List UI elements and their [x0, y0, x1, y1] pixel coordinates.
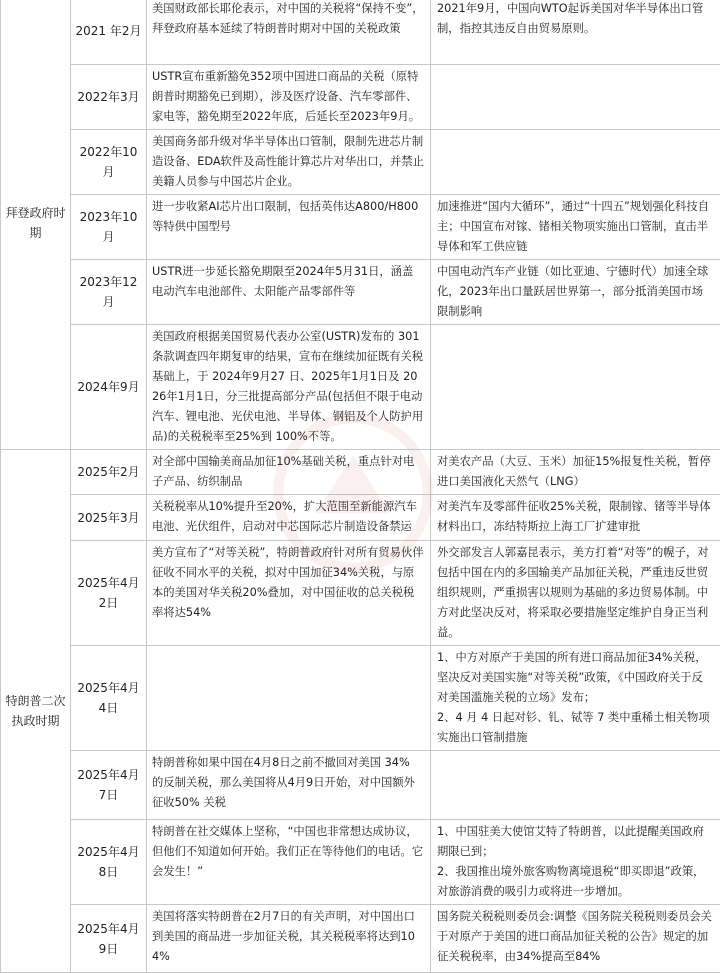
us-action-cell — [147, 646, 431, 751]
cn-response-cell: 2021年9月，中国向WTO起诉美国对华半导体出口管制，指控其违反自由贸易原则。 — [431, 0, 720, 65]
cn-response-cell: 1、中方对原产于美国的所有进口商品加征34%关税，坚决反对美国实施“对等关税”政策，《中国政府关于反对美国滥施关税的立场》发布； 2、4 月 4 日起对钐、钆、铽等 7 类中重稀土相关物项实施出口管制措施 — [431, 646, 720, 751]
table-row — [1, 450, 720, 495]
cn-response-cell — [431, 65, 720, 130]
table-row — [1, 541, 720, 646]
cn-response-cell: 1、中国驻美大使馆艾特了特朗普，以此提醒美国政府期限已到； 2、我国推出境外旅客购物离境退税“即买即退”政策，对旅游消费的吸引力或将进一步增加。 — [431, 820, 720, 905]
date-cell: 2023年10月 — [71, 195, 147, 260]
table-row — [1, 325, 720, 450]
table-row — [1, 260, 720, 325]
date-cell: 2024年9月 — [71, 325, 147, 450]
date-cell: 2023年12月 — [71, 260, 147, 325]
table-row — [1, 0, 720, 65]
us-action-cell: 特朗普在社交媒体上坚称，“中国也非常想达成协议，但他们不知道如何开始。我们正在等待他们的电话。它会发生！” — [147, 820, 431, 905]
date-cell: 2025年2月 — [71, 450, 147, 495]
cn-response-cell — [431, 130, 720, 195]
table-row — [1, 65, 720, 130]
us-action-cell: 美国政府根据美国贸易代表办公室(USTR)发布的 301条款调查四年期复审的结果，宣布在继续加征既有关税基础上，于 2024年9月27 日、2025年1月1日及 2026年1月1日，分三批提高部分产品(包括但不限于电动汽车、锂电池、光伏电池、半导体、钢铝及个人防护用品)的关税税率至25%到 100%不等。 — [147, 325, 431, 450]
date-cell: 2022年10月 — [71, 130, 147, 195]
table-row — [1, 495, 720, 541]
us-action-cell: 美国财政部长耶伦表示，对中国的关税将“保持不变”，拜登政府基本延续了特朗普时期对中国的关税政策 — [147, 0, 431, 65]
period-cell-trump2: 特朗普二次执政时期 — [1, 450, 71, 973]
us-action-cell: USTR宣布重新豁免352项中国进口商品的关税（原特朗普时期豁免已到期），涉及医疗设备、汽车零部件、家电等，豁免期至2022年底，后延长至2023年9月。 — [147, 65, 431, 130]
date-cell: 2025年3月 — [71, 495, 147, 541]
table-row — [1, 905, 720, 973]
cn-response-cell: 对美汽车及零部件征收25%关税，限制镓、锗等半导体材料出口，冻结特斯拉上海工厂扩建审批 — [431, 495, 720, 541]
us-action-cell: 对全部中国输美商品加征10%基础关税，重点针对电子产品、纺织制品 — [147, 450, 431, 495]
us-action-cell: 关税税率从10%提升至20%，扩大范围至新能源汽车电池、光伏组件，启动对中芯国际芯片制造设备禁运 — [147, 495, 431, 541]
us-action-cell: 特朗普称如果中国在4月8日之前不撤回对美国 34% 的反制关税，那么美国将从4月9日开始，对中国额外征收50% 关税 — [147, 751, 431, 820]
date-cell: 2025年4月8日 — [71, 820, 147, 905]
us-action-cell: 进一步收紧AI芯片出口限制，包括英伟达A800/H800等特供中国型号 — [147, 195, 431, 260]
cn-response-cell: 国务院关税税则委员会:调整《国务院关税税则委员会关于对原产于美国的进口商品加征关税的公告》规定的加征关税税率，由34%提高至84% — [431, 905, 720, 973]
us-action-cell: 美国将落实特朗普在2月7日的有关声明，对中国出口到美国的商品进一步加征关税，其关税税率将达到104% — [147, 905, 431, 973]
date-cell: 2022年3月 — [71, 65, 147, 130]
us-action-cell: 美方宣布了“对等关税”，特朗普政府针对所有贸易伙伴征收不同水平的关税，拟对中国加征34%关税，与原本的美国对华关税20%叠加，对中国征收的总关税税率将达54% — [147, 541, 431, 646]
us-action-cell: USTR进一步延长豁免期限至2024年5月31日，涵盖电动汽车电池部件、太阳能产品零部件等 — [147, 260, 431, 325]
table-row — [1, 195, 720, 260]
cn-response-cell: 对美农产品（大豆、玉米）加征15%报复性关税，暂停进口美国液化天然气（LNG） — [431, 450, 720, 495]
us-action-cell: 美国商务部升级对华半导体出口管制，限制先进芯片制造设备、EDA软件及高性能计算芯片对华出口，并禁止美籍人员参与中国芯片企业。 — [147, 130, 431, 195]
cn-response-cell: 加速推进“国内大循环”，通过“十四五”规划强化科技自主；中国宣布对镓、锗相关物项实施出口管制，直击半导体和军工供应链 — [431, 195, 720, 260]
date-cell: 2025年4月9日 — [71, 905, 147, 973]
cn-response-cell — [431, 751, 720, 820]
table-row — [1, 646, 720, 751]
date-cell: 2025年4月7日 — [71, 751, 147, 820]
date-cell: 2025年4月2日 — [71, 541, 147, 646]
cn-response-cell: 中国电动汽车产业链（如比亚迪、宁德时代）加速全球化，2023年出口量跃居世界第一，部分抵消美国市场限制影响 — [431, 260, 720, 325]
table-row — [1, 751, 720, 820]
table-row — [1, 130, 720, 195]
cn-response-cell — [431, 325, 720, 450]
date-cell: 2025年4月4日 — [71, 646, 147, 751]
table-row — [1, 820, 720, 905]
cn-response-cell: 外交部发言人郭嘉昆表示，美方打着“对等”的幌子，对包括中国在内的多国输美产品加征关税，严重违反世贸组织规则，严重损害以规则为基础的多边贸易体制。中方对此坚决反对，将采取必要措施坚定维护自身正当利益。 — [431, 541, 720, 646]
period-cell-biden: 拜登政府时期 — [1, 0, 71, 450]
date-cell: 2021 年2月 — [71, 0, 147, 65]
